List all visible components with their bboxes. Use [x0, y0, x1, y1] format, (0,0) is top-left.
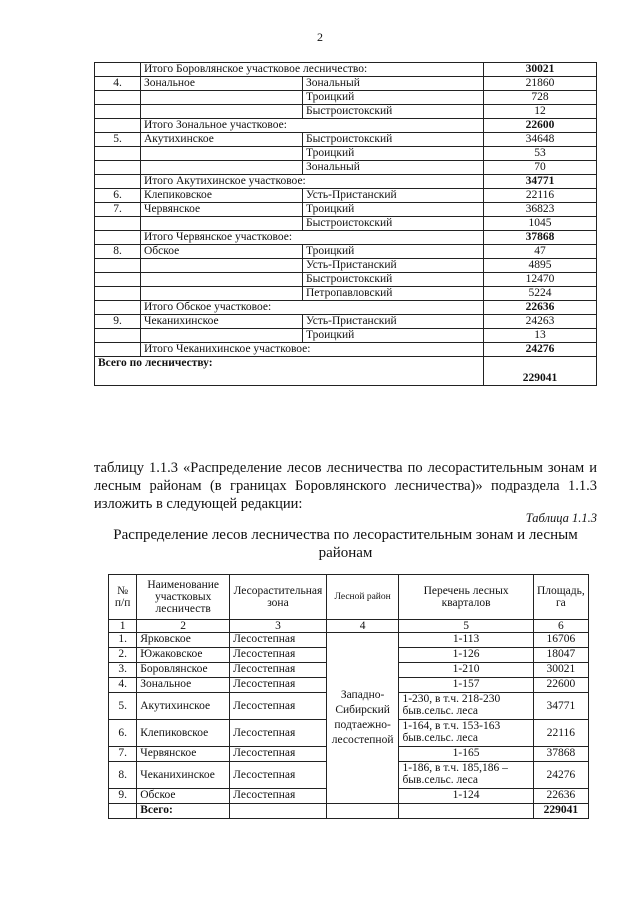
total-label: Всего по лесничеству: [95, 357, 484, 386]
table-row [95, 343, 597, 357]
amendment-text: таблицу 1.1.3 «Распределение лесов лесничества по лесорастительным зонам и лесным районам (в границах Боровлянского лесничества)» подраздела 1.1.3 изложить в следующей редакции: [94, 460, 597, 512]
table-cell: 5. [95, 133, 141, 147]
table-cell: 1-230, в т.ч. 218-230 быв.сельс. леса [399, 693, 533, 720]
column-numbers-row [109, 620, 589, 633]
table-cell: Быстроистокский [303, 105, 484, 119]
table-cell: Зональный [303, 161, 484, 175]
forest-zones-table [108, 574, 589, 819]
table-cell [95, 175, 141, 189]
table-cell: 22600 [484, 119, 597, 133]
table-cell [95, 301, 141, 315]
table-cell: 16706 [533, 633, 588, 648]
total-row [109, 804, 589, 819]
table-cell: Акутихинское [141, 133, 303, 147]
table-cell: 2. [109, 648, 137, 663]
forest-region-cell: Западно-Сибирский подтаежно-лесостепной [326, 633, 399, 804]
table-row [95, 175, 597, 189]
table-cell: 4895 [484, 259, 597, 273]
table-cell: 1-126 [399, 648, 533, 663]
table-row [95, 287, 597, 301]
table-cell: 9. [109, 789, 137, 804]
table-cell: Троицкий [303, 147, 484, 161]
table-cell: 30021 [484, 63, 597, 77]
table-cell: 18047 [533, 648, 588, 663]
table-cell: Лесостепная [230, 663, 327, 678]
empty-cell [109, 804, 137, 819]
table-row [95, 329, 597, 343]
table-cell: 13 [484, 329, 597, 343]
table-cell: 30021 [533, 663, 588, 678]
table-row [95, 217, 597, 231]
header-area: Площадь, га [533, 575, 588, 620]
table-row [95, 301, 597, 315]
table-cell: Чеканихинское [137, 762, 230, 789]
table-cell: Червянское [137, 747, 230, 762]
table-cell [95, 105, 141, 119]
table-cell: Итого Обское участковое: [141, 301, 484, 315]
table-cell [95, 119, 141, 133]
table-cell: 12470 [484, 273, 597, 287]
table-cell: 728 [484, 91, 597, 105]
table-cell: 24263 [484, 315, 597, 329]
table-cell [141, 273, 303, 287]
table-cell: Итого Червянское участковое: [141, 231, 484, 245]
table-cell: Усть-Пристанский [303, 315, 484, 329]
table-row [95, 91, 597, 105]
table-cell: Лесостепная [230, 762, 327, 789]
table-cell [141, 147, 303, 161]
table-cell [95, 91, 141, 105]
total-value: 229041 [533, 804, 588, 819]
empty-cell [399, 804, 533, 819]
col-num: 4 [326, 620, 399, 633]
table-cell [141, 287, 303, 301]
table-cell: 1-186, в т.ч. 185,186 – быв.сельс. леса [399, 762, 533, 789]
table-row [95, 315, 597, 329]
table-cell: 37868 [533, 747, 588, 762]
table-cell: 1. [109, 633, 137, 648]
table-cell: 1-165 [399, 747, 533, 762]
table-cell: 8. [109, 762, 137, 789]
table-cell [95, 343, 141, 357]
table-cell: Быстроистокский [303, 133, 484, 147]
table-cell: 6. [95, 189, 141, 203]
table-cell: Чеканихинское [141, 315, 303, 329]
table-cell [141, 217, 303, 231]
table-cell: Боровлянское [137, 663, 230, 678]
table-cell: Быстроистокский [303, 217, 484, 231]
table-cell [141, 105, 303, 119]
table-cell: Итого Чеканихинское участковое: [141, 343, 484, 357]
table-row [95, 259, 597, 273]
col-num: 5 [399, 620, 533, 633]
table-cell: Троицкий [303, 329, 484, 343]
table-label: Таблица 1.1.3 [525, 511, 597, 525]
table-cell [141, 91, 303, 105]
table-cell: 3. [109, 663, 137, 678]
table-header-row [109, 575, 589, 620]
table-cell: 34771 [533, 693, 588, 720]
page-number: 2 [317, 30, 323, 44]
table-cell [95, 259, 141, 273]
table-row [95, 161, 597, 175]
table-cell: 5224 [484, 287, 597, 301]
table-cell: 4. [109, 678, 137, 693]
table-row [95, 119, 597, 133]
table-row [95, 147, 597, 161]
table-cell: 34648 [484, 133, 597, 147]
table-cell: Червянское [141, 203, 303, 217]
table-row [95, 77, 597, 91]
table-cell: 22116 [533, 720, 588, 747]
table-cell: 1-124 [399, 789, 533, 804]
table-title: Распределение лесов лесничества по лесорастительным зонам и лесным районам [113, 527, 578, 561]
table-cell: Клепиковское [141, 189, 303, 203]
col-num: 1 [109, 620, 137, 633]
table-cell: Лесостепная [230, 678, 327, 693]
table-cell [95, 329, 141, 343]
table-row [95, 63, 597, 77]
table-cell: 47 [484, 245, 597, 259]
table-cell: Итого Акутихинское участковое: [141, 175, 484, 189]
table-row [95, 105, 597, 119]
amendment-paragraph [94, 459, 597, 513]
table-cell: 1-164, в т.ч. 153-163 быв.сельс. леса [399, 720, 533, 747]
col-num: 6 [533, 620, 588, 633]
table-cell: 12 [484, 105, 597, 119]
table-cell: 1-157 [399, 678, 533, 693]
table-cell: Обское [141, 245, 303, 259]
table-cell: 7. [95, 203, 141, 217]
table-cell [95, 217, 141, 231]
table-cell: 70 [484, 161, 597, 175]
table-cell [95, 231, 141, 245]
header-quarters: Перечень лесных кварталов [399, 575, 533, 620]
table-cell: Лесостепная [230, 789, 327, 804]
table-cell: 36823 [484, 203, 597, 217]
table-row [95, 189, 597, 203]
table-cell: Лесостепная [230, 720, 327, 747]
table-cell: Южаковское [137, 648, 230, 663]
header-number: № п/п [109, 575, 137, 620]
table-cell: Усть-Пристанский [303, 259, 484, 273]
table-cell: 22636 [484, 301, 597, 315]
table-row [95, 231, 597, 245]
table-cell: Акутихинское [137, 693, 230, 720]
table-cell: 4. [95, 77, 141, 91]
table-cell: 22116 [484, 189, 597, 203]
table-cell: Ярковское [137, 633, 230, 648]
table-cell: 9. [95, 315, 141, 329]
table-cell: 5. [109, 693, 137, 720]
col-num: 2 [137, 620, 230, 633]
total-label: Всего: [137, 804, 230, 819]
table-cell: 37868 [484, 231, 597, 245]
table-cell [95, 147, 141, 161]
table-cell: 1-113 [399, 633, 533, 648]
table-cell [95, 161, 141, 175]
table-cell: 6. [109, 720, 137, 747]
table-row [109, 633, 589, 648]
table-cell: Быстроистокский [303, 273, 484, 287]
table-cell: Клепиковское [137, 720, 230, 747]
table-cell: Зональное [141, 77, 303, 91]
table-cell: Итого Боровлянское участковое лесничество: [141, 63, 484, 77]
table-cell: 24276 [484, 343, 597, 357]
table-cell: Зональное [137, 678, 230, 693]
table-cell: 53 [484, 147, 597, 161]
header-region: Лесной район [326, 575, 399, 620]
table-cell [95, 273, 141, 287]
districts-area-table [94, 62, 597, 386]
table-cell: 1045 [484, 217, 597, 231]
table-cell: Лесостепная [230, 747, 327, 762]
header-zone: Лесорастительная зона [230, 575, 327, 620]
table-cell: Лесостепная [230, 648, 327, 663]
table-cell: Троицкий [303, 245, 484, 259]
table-cell: 22636 [533, 789, 588, 804]
total-value: 229041 [484, 357, 597, 386]
table-cell: Лесостепная [230, 633, 327, 648]
table-cell [141, 161, 303, 175]
table-cell: Лесостепная [230, 693, 327, 720]
table-cell: Усть-Пристанский [303, 189, 484, 203]
empty-cell [326, 804, 399, 819]
col-num: 3 [230, 620, 327, 633]
table-cell: 24276 [533, 762, 588, 789]
table-cell: 21860 [484, 77, 597, 91]
table-cell [95, 63, 141, 77]
table-cell: 1-210 [399, 663, 533, 678]
table-cell [95, 287, 141, 301]
table-cell: Обское [137, 789, 230, 804]
table-cell: 8. [95, 245, 141, 259]
empty-cell [230, 804, 327, 819]
table-cell: Троицкий [303, 91, 484, 105]
header-district: Наименование участковых лесничеств [137, 575, 230, 620]
table-row [95, 273, 597, 287]
table-row [95, 203, 597, 217]
table-row [95, 133, 597, 147]
table-cell: Петропавловский [303, 287, 484, 301]
table-cell [141, 329, 303, 343]
table-cell [141, 259, 303, 273]
table-row [95, 245, 597, 259]
table-cell: Зональный [303, 77, 484, 91]
table-cell: 7. [109, 747, 137, 762]
table-cell: Итого Зональное участковое: [141, 119, 484, 133]
table-cell: 22600 [533, 678, 588, 693]
table-cell: 34771 [484, 175, 597, 189]
total-row [95, 357, 597, 386]
table-cell: Троицкий [303, 203, 484, 217]
